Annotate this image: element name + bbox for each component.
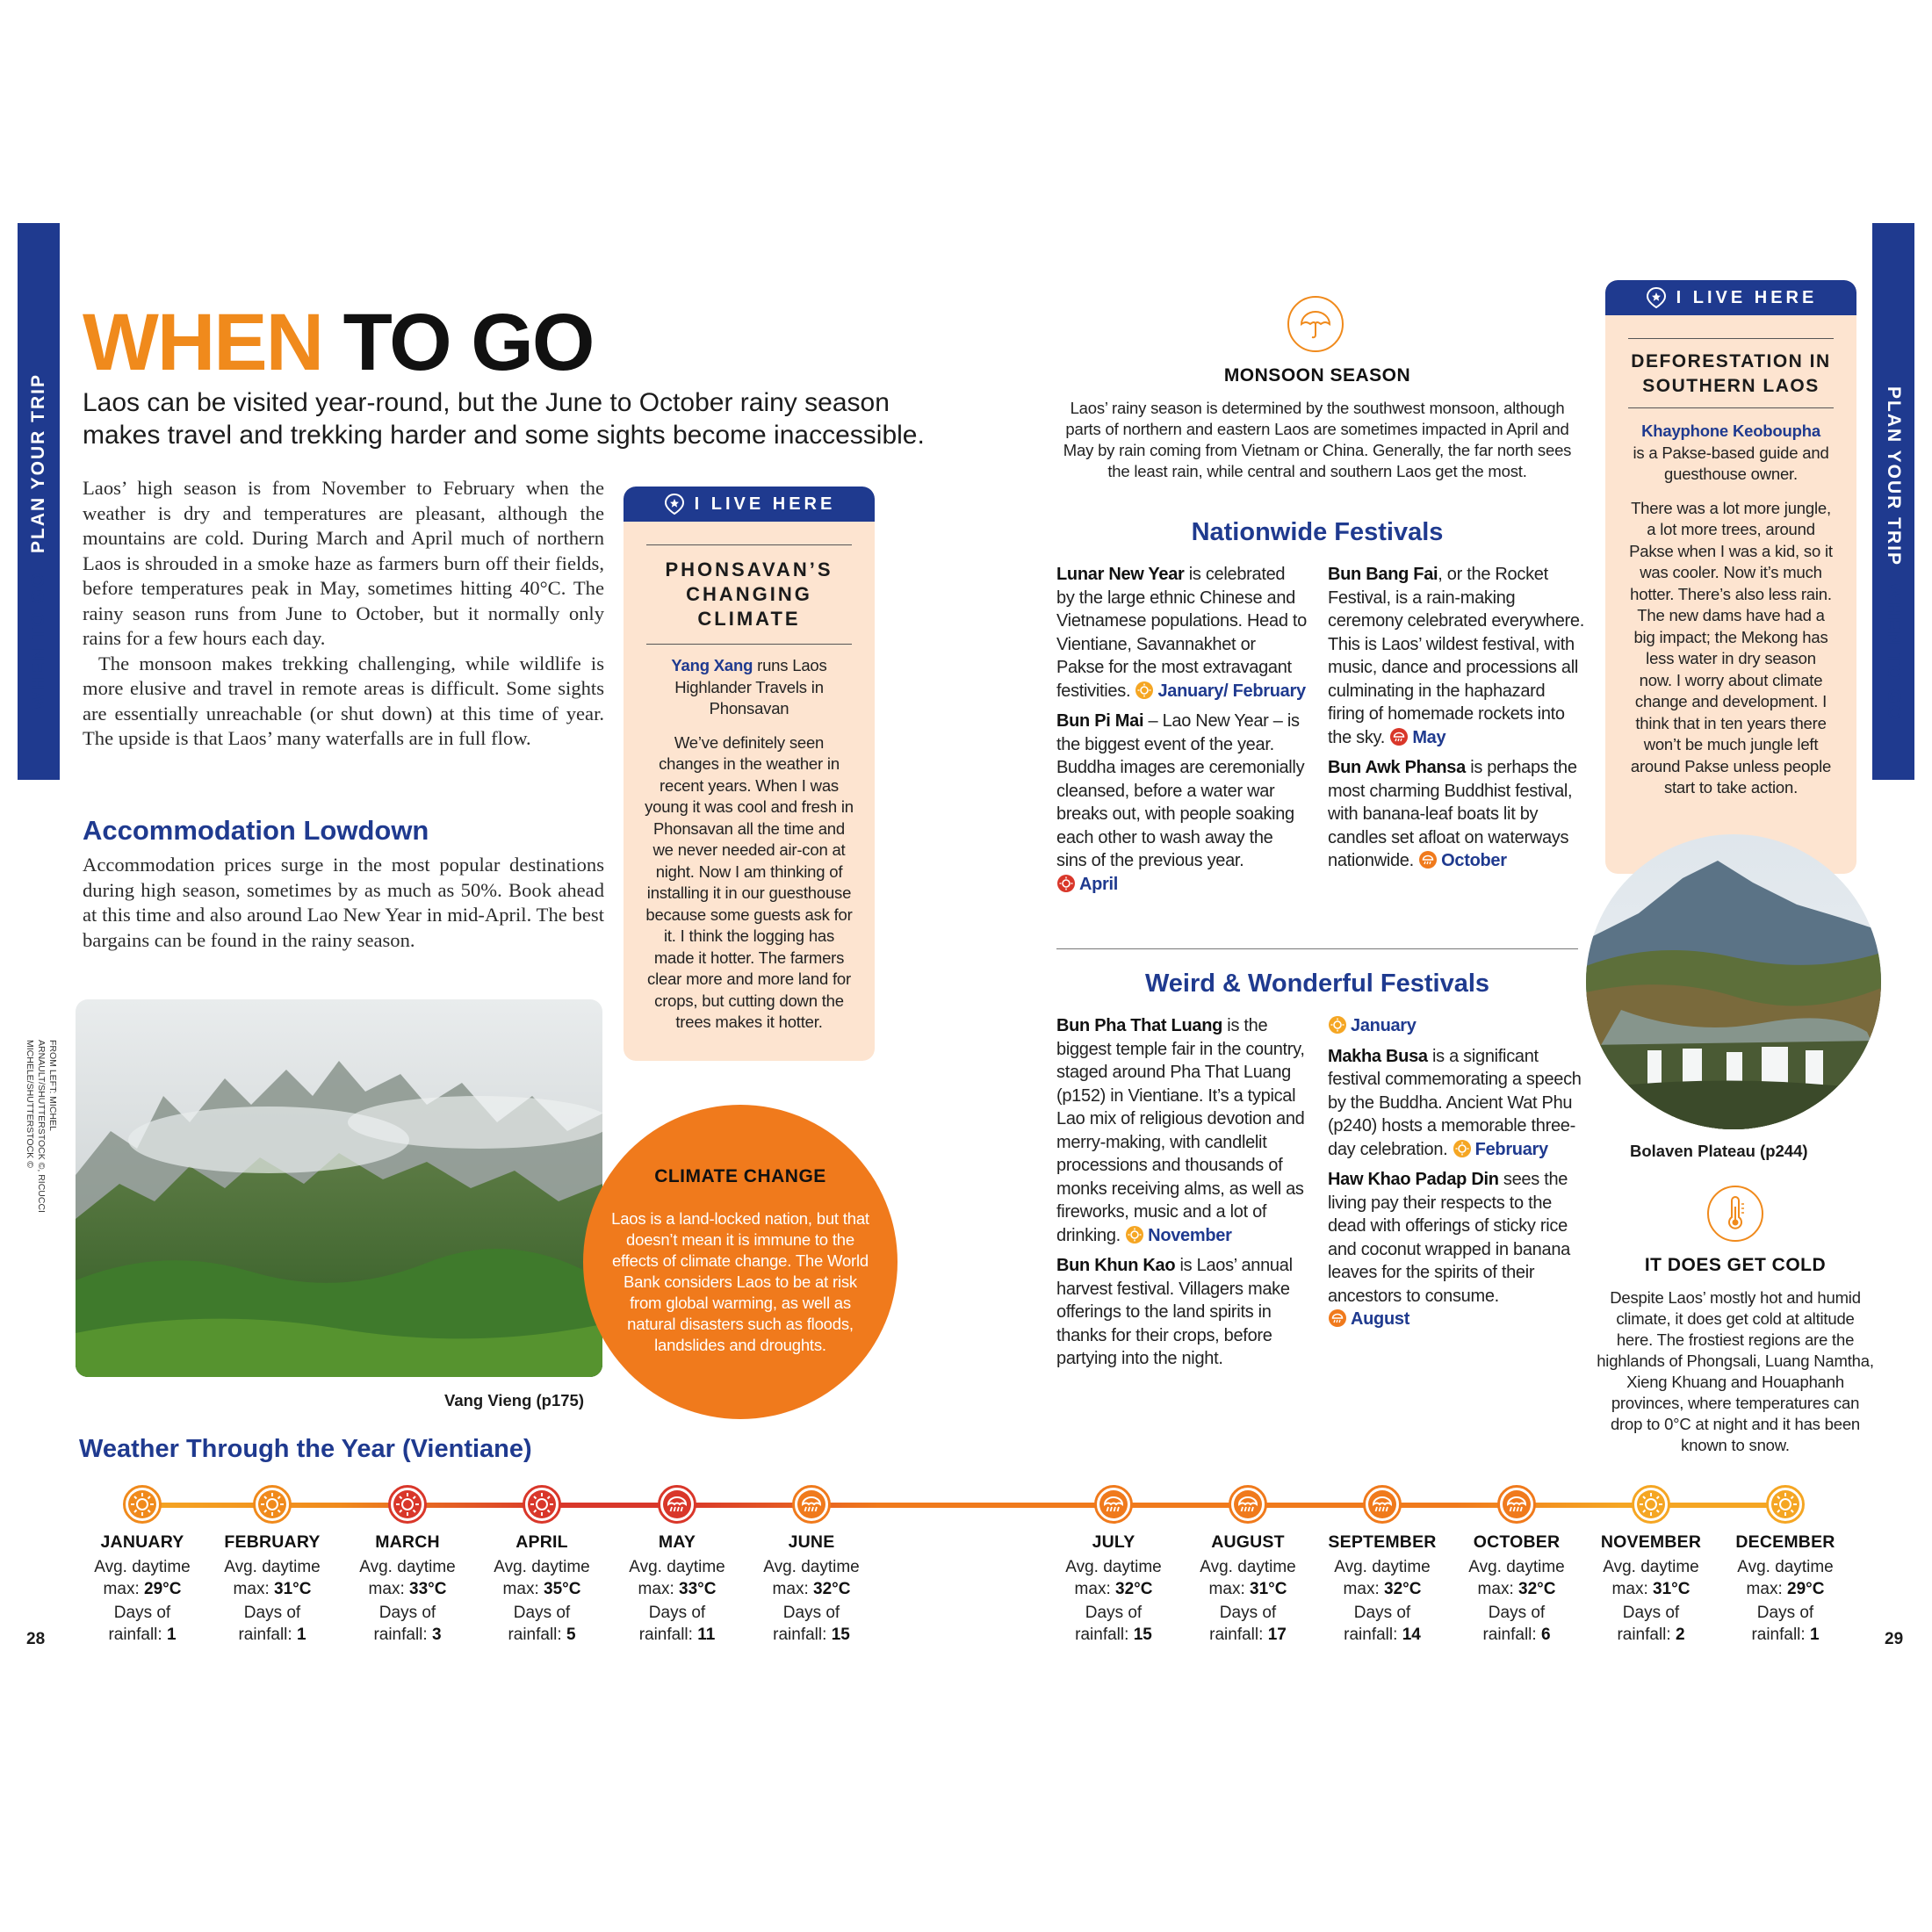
weather-avg-label: Avg. daytime [1200, 1558, 1296, 1576]
rain-icon [662, 1489, 692, 1519]
weather-avg-label: Avg. daytime [1065, 1558, 1162, 1576]
weather-avg-label: Avg. daytime [763, 1558, 860, 1576]
festival-item [1056, 563, 1307, 703]
weather-rain-value: 15 [831, 1626, 850, 1644]
weird-column-left [1056, 1014, 1307, 1371]
weather-max-temp: max: 33°C [638, 1580, 717, 1598]
weather-rain-value: 1 [296, 1626, 306, 1644]
i-live-here-header [1605, 280, 1856, 315]
weather-rain-value: 17 [1267, 1626, 1287, 1644]
weather-rain-value: 14 [1402, 1626, 1421, 1644]
weather-node-february [253, 1485, 292, 1524]
weather-max-temp: max: 32°C [772, 1580, 851, 1598]
weather-rain-value: 15 [1133, 1626, 1152, 1644]
weather-rainfall: rainfall: 1 [238, 1626, 306, 1644]
sun-icon [527, 1489, 557, 1519]
weather-month-name: JANUARY [100, 1532, 184, 1552]
weather-avg-label: Avg. daytime [629, 1558, 725, 1576]
weather-month-column [476, 1532, 608, 1646]
rain-icon [1099, 1489, 1128, 1519]
festival-name: Makha Busa [1328, 1046, 1428, 1066]
side-label-plan-right: PLAN YOUR TRIP [1884, 386, 1904, 566]
festival-item [1328, 1045, 1584, 1162]
festival-name: Bun Awk Phansa [1328, 758, 1466, 777]
weather-node-march [388, 1485, 427, 1524]
festival-month [1135, 681, 1305, 701]
weather-rainfall: rainfall: 6 [1482, 1626, 1551, 1644]
climate-change-circle [583, 1105, 898, 1419]
rain-icon [1502, 1489, 1532, 1519]
weather-month-column [342, 1532, 473, 1646]
intro-paragraph: The monsoon makes trekking challenging, while wildlife is more elusive and travel in remote areas is difficult. Some sights are essentially unreachable (or shut down) at this time of year. The upside is that Laos’ many waterfalls are in full flow. [83, 652, 604, 749]
weather-days-label: Days of [1353, 1604, 1411, 1622]
photo-vang-vieng [76, 999, 602, 1377]
weather-days-label: Days of [113, 1604, 171, 1622]
page-subtitle: Laos can be visited year-round, but the June to October rainy season makes travel and trekking harder and some sights become inaccessible. [83, 388, 925, 450]
weather-max-value: 31°C [1653, 1580, 1690, 1598]
page-title [83, 298, 594, 387]
weather-node-january [123, 1485, 162, 1524]
weather-avg-label: Avg. daytime [94, 1558, 191, 1576]
i-live-here-header [624, 487, 875, 522]
climate-change-title: CLIMATE CHANGE [654, 1166, 826, 1186]
weather-node-july [1094, 1485, 1133, 1524]
climate-change-text: Laos is a land-locked nation, but that doesn’t mean it is immune to the effects of climate change. The World Bank considers Laos to be at risk from global warming, as well as natural disasters such as floods, landslides and droughts. [611, 1209, 869, 1354]
festival-month-label: August [1351, 1309, 1410, 1329]
festival-text: is the biggest temple fair in the country, staged around Pha That Luang (p152) in Vientiane. It’s a typical Lao mix of religious devotion and merry-making, with candlelit processions and thousands of monks receiving alms, as well as fireworks, music and a lot of drinking. [1056, 1016, 1305, 1245]
side-label-plan: PLAN YOUR TRIP [28, 373, 48, 553]
weather-month-name: AUGUST [1211, 1532, 1285, 1552]
festival-text: , or the Rocket Festival, is a rain-making ceremony celebrated everywhere. This is Laos’ wildest festival, with music, dance and processions all culminating in the haphazard firing of homemade rockets into the sky. [1328, 565, 1584, 747]
weather-node-june [792, 1485, 831, 1524]
weather-month-name: JULY [1092, 1532, 1135, 1552]
weather-avg-label: Avg. daytime [359, 1558, 456, 1576]
festival-item [1328, 563, 1584, 749]
weather-avg-label: Avg. daytime [224, 1558, 321, 1576]
weather-max-temp: max: 33°C [368, 1580, 447, 1598]
festival-month [1389, 728, 1445, 747]
location-pin-icon [1645, 286, 1668, 309]
festival-name: Haw Khao Padap Din [1328, 1170, 1499, 1189]
i-live-here-box [1605, 280, 1856, 874]
weather-days-label: Days of [243, 1604, 301, 1622]
weather-max-value: 32°C [813, 1580, 851, 1598]
ilh-title [1605, 350, 1856, 399]
rain-icon [1418, 850, 1438, 869]
weather-max-temp: max: 32°C [1477, 1580, 1556, 1598]
ilh-quote: There was a lot more jungle, a lot more trees, around Pakse when I was a kid, so it was cooler. Now it’s much hotter. There’s also less rain. The new dams have had a big impact; the Mekong has less water in dry season now. I worry about climate change and development. I think that in ten years there won’t be much jungle left around Pakse unless people start to take action. [1629, 498, 1833, 797]
i-live-here-label: I LIVE HERE [694, 494, 836, 514]
festival-name: Bun Pi Mai [1056, 711, 1144, 731]
weather-rain-value: 1 [1809, 1626, 1820, 1644]
weather-max-temp: max: 31°C [233, 1580, 312, 1598]
weather-avg-label: Avg. daytime [494, 1558, 590, 1576]
title-to-go: TO GO [342, 298, 594, 387]
cold-text: Despite Laos’ mostly hot and humid climate, it does get cold at altitude here. The frostiest regions are the highlands of Phongsali, Luang Namtha, Xieng Khuang and Houaphanh provinces, where temperatures can drop to 0°C at night and it has been known to snow. [1597, 1288, 1874, 1454]
weather-rain-value: 3 [431, 1626, 442, 1644]
weather-max-value: 31°C [274, 1580, 312, 1598]
weather-rainfall: rainfall: 11 [638, 1626, 716, 1644]
weather-node-december [1766, 1485, 1805, 1524]
weather-month-column [1182, 1532, 1314, 1646]
weather-days-label: Days of [1488, 1604, 1546, 1622]
festival-item [1056, 1014, 1307, 1247]
weather-rainfall: rainfall: 14 [1344, 1626, 1421, 1644]
weather-max-temp: max: 29°C [103, 1580, 182, 1598]
ilh-person-name: Yang Xang [671, 656, 753, 674]
weather-days-label: Days of [378, 1604, 436, 1622]
bolaven-plateau-image [1586, 834, 1881, 1129]
ilh-quote: We’ve definitely seen changes in the weather in recent years. When I was young it was cool and fresh in Phonsavan all the time and we never needed air-con at night. Now I am thinking of installing it in our guesthouse because some guests ask for it. I think the logging has made it hotter. The farmers clear more and more land for crops, but cutting down the trees makes it hotter. [645, 732, 854, 1031]
nationwide-column-left [1056, 563, 1307, 896]
weather-rainfall: rainfall: 15 [1075, 1626, 1152, 1644]
umbrella-icon [1287, 296, 1344, 352]
ilh-title-line: PHONSAVAN’S [665, 559, 833, 580]
monsoon-text: Laos’ rainy season is determined by the southwest monsoon, although parts of northern and eastern Laos are sometimes impacted in April and May by rain coming from Vietnam or China. Generally, the far north sees the least rain, while central and southern Laos get the most. [1063, 399, 1572, 480]
festival-text: is Laos’ annual harvest festival. Villagers make offerings to the land spirits in thanks for their crops, before partying into the night. [1056, 1256, 1293, 1368]
festival-item [1056, 1254, 1307, 1371]
weather-heading: Weather Through the Year (Vientiane) [79, 1435, 532, 1463]
photo-caption-vang-vieng: Vang Vieng (p175) [444, 1391, 585, 1409]
weather-max-value: 29°C [1787, 1580, 1825, 1598]
weather-days-label: Days of [648, 1604, 706, 1622]
ilh-bio-text: runs Laos Highlander Travels in Phonsavan [674, 656, 827, 717]
weather-month-column [1316, 1532, 1448, 1646]
weather-avg-label: Avg. daytime [1334, 1558, 1431, 1576]
photo-bolaven-plateau [1586, 834, 1881, 1129]
weather-max-value: 33°C [679, 1580, 717, 1598]
cold-title: IT DOES GET COLD [1644, 1255, 1827, 1275]
weather-max-value: 33°C [409, 1580, 447, 1598]
festival-month [1453, 1140, 1548, 1159]
weather-month-name: SEPTEMBER [1328, 1532, 1437, 1552]
festival-month-label: October [1441, 851, 1507, 870]
weather-month-column [206, 1532, 338, 1646]
weather-rainfall: rainfall: 1 [108, 1626, 177, 1644]
page-number-left: 28 [26, 1630, 46, 1648]
weird-column-right [1328, 1014, 1584, 1331]
festival-name: Bun Pha That Luang [1056, 1016, 1223, 1035]
weather-days-label: Days of [1085, 1604, 1143, 1622]
photo-caption-bolaven: Bolaven Plateau (p244) [1630, 1142, 1808, 1160]
weather-max-temp: max: 32°C [1343, 1580, 1422, 1598]
weather-node-may [658, 1485, 696, 1524]
ilh-title-line: CLIMATE [697, 608, 801, 630]
festival-month [1418, 851, 1507, 870]
sun-icon [1636, 1489, 1666, 1519]
festival-month-label: November [1148, 1225, 1232, 1245]
side-label-section: WHEN TO GO [28, 571, 48, 710]
ilh-person-name: Khayphone Keoboupha [1641, 422, 1820, 440]
festival-month-label: April [1079, 874, 1119, 894]
thermometer-icon [1707, 1186, 1763, 1242]
weird-festivals-heading: Weird & Wonderful Festivals [1144, 970, 1490, 998]
weather-avg-label: Avg. daytime [1737, 1558, 1834, 1576]
weather-max-temp: max: 35°C [502, 1580, 581, 1598]
weather-rainfall: rainfall: 1 [1751, 1626, 1820, 1644]
festival-month [1125, 1226, 1231, 1245]
weather-node-april [523, 1485, 561, 1524]
festival-item [1328, 756, 1584, 873]
weather-month-column [1719, 1532, 1851, 1646]
festival-month-label: January/ February [1157, 681, 1306, 701]
vang-vieng-image [76, 999, 602, 1377]
ilh-bio-text: is a Pakse-based guide and guesthouse owner. [1633, 443, 1829, 483]
weather-rainfall: rainfall: 15 [773, 1626, 850, 1644]
weather-rain-value: 1 [166, 1626, 177, 1644]
weather-avg-label: Avg. daytime [1468, 1558, 1565, 1576]
weather-month-name: JUNE [788, 1532, 835, 1552]
weather-rainfall: rainfall: 3 [373, 1626, 442, 1644]
ilh-title-line: DEFORESTATION IN [1631, 351, 1831, 371]
weather-rainfall: rainfall: 17 [1209, 1626, 1287, 1644]
festival-text: sees the living pay their respects to the dead with offerings of sticky rice and coconut wrapped in banana leaves for the spirits of their ancestors to consume. [1328, 1170, 1570, 1306]
sun-icon [127, 1489, 157, 1519]
weather-days-label: Days of [513, 1604, 571, 1622]
sun-icon [1125, 1225, 1144, 1244]
weather-month-column [76, 1532, 208, 1646]
festival-month [1056, 875, 1118, 894]
weather-max-value: 35°C [544, 1580, 581, 1598]
weather-month-name: MAY [658, 1532, 696, 1552]
weather-month-name: MARCH [375, 1532, 440, 1552]
page-number-right: 29 [1885, 1630, 1904, 1648]
weather-days-label: Days of [782, 1604, 840, 1622]
ilh-title [624, 558, 875, 631]
festival-text: is a significant festival commemorating a speech by the Buddha. Ancient Wat Phu (p240) hosts a memorable three-day celebration. [1328, 1046, 1582, 1159]
festival-month-label: May [1412, 727, 1446, 747]
title-when: WHEN [83, 298, 323, 387]
rain-icon [1389, 727, 1409, 746]
ilh-title-line: SOUTHERN LAOS [1642, 376, 1820, 396]
accommodation-text: Accommodation prices surge in the most popular destinations during high season, sometimes by as much as 50%. Book ahead at this time and also around Lao New Year in mid-April. The best bargains can be found in the rainy season. [83, 854, 604, 951]
sun-icon [393, 1489, 422, 1519]
festival-month [1328, 1016, 1417, 1035]
festival-name: Bun Bang Fai [1328, 565, 1438, 584]
intro-paragraph: Laos’ high season is from November to February when the weather is dry and temperatures are pleasant, although the mountains are cold. During March and April much of northern Laos is shrouded in a smoke haze as farmers burn off their fields, before temperatures peak in May, sometimes hitting 40°C. The rainy season runs from June to October, but it normally only rains for a few hours each day. [83, 477, 604, 649]
festival-text: is perhaps the most charming Buddhist festival, with banana-leaf boats lit by candles set afloat on waterways nationwide. [1328, 758, 1577, 870]
weather-month-name: OCTOBER [1473, 1532, 1561, 1552]
location-pin-icon [663, 493, 686, 515]
weather-month-column [611, 1532, 743, 1646]
weather-rain-value: 11 [697, 1626, 716, 1644]
sun-icon [1056, 874, 1076, 893]
weather-month-column [1451, 1532, 1582, 1646]
weather-max-value: 32°C [1518, 1580, 1556, 1598]
i-live-here-box [624, 487, 875, 1061]
weather-avg-label: Avg. daytime [1603, 1558, 1699, 1576]
ilh-title-line: CHANGING [686, 583, 812, 605]
weather-node-october [1497, 1485, 1536, 1524]
sun-icon [1453, 1139, 1472, 1158]
weather-node-november [1632, 1485, 1670, 1524]
festival-month [1328, 1309, 1409, 1329]
sun-icon [257, 1489, 287, 1519]
sun-icon [1328, 1015, 1347, 1034]
photo-credit: FROM LEFT: MICHEL ARNAULT/SHUTTERSTOCK ©, RICUCCI MICHELE/SHUTTERSTOCK © [25, 1040, 58, 1213]
weather-days-label: Days of [1756, 1604, 1814, 1622]
weather-month-column [1585, 1532, 1717, 1646]
festival-name: Lunar New Year [1056, 565, 1185, 584]
festival-item [1056, 710, 1307, 896]
weather-max-temp: max: 31°C [1611, 1580, 1690, 1598]
weather-days-label: Days of [1219, 1604, 1277, 1622]
sun-icon [1135, 681, 1154, 700]
weather-max-temp: max: 29°C [1746, 1580, 1825, 1598]
weather-max-temp: max: 32°C [1074, 1580, 1153, 1598]
rain-icon [1233, 1489, 1263, 1519]
rain-icon [1328, 1308, 1347, 1328]
rain-icon [797, 1489, 826, 1519]
weather-month-name: FEBRUARY [224, 1532, 321, 1552]
weather-max-value: 29°C [144, 1580, 182, 1598]
weather-rain-value: 2 [1675, 1626, 1685, 1644]
festival-month-label: January [1351, 1016, 1417, 1035]
section-divider [1056, 948, 1578, 949]
weather-days-label: Days of [1622, 1604, 1680, 1622]
weather-node-september [1363, 1485, 1402, 1524]
intro-text [83, 476, 604, 752]
nationwide-festivals-heading: Nationwide Festivals [1191, 518, 1444, 546]
i-live-here-label: I LIVE HERE [1676, 287, 1818, 307]
side-label-section-right: WHEN TO GO [1884, 583, 1904, 722]
weather-max-value: 32°C [1115, 1580, 1153, 1598]
weather-rain-value: 6 [1540, 1626, 1551, 1644]
weather-max-temp: max: 31°C [1208, 1580, 1287, 1598]
ilh-bio [664, 655, 834, 720]
weather-month-column [746, 1532, 877, 1646]
weather-rain-value: 5 [566, 1626, 576, 1644]
weather-month-column [1048, 1532, 1179, 1646]
monsoon-title: MONSOON SEASON [1223, 365, 1411, 386]
weather-month-name: DECEMBER [1735, 1532, 1835, 1552]
weather-max-value: 32°C [1384, 1580, 1422, 1598]
festival-text: – Lao New Year – is the biggest event of the year. Buddha images are ceremonially cleansed, before a water war breaks out, with people soaking each other to wash away the sins of the previous year. [1056, 711, 1305, 870]
ilh-bio [1630, 421, 1832, 486]
festival-month-label: February [1474, 1139, 1548, 1159]
weather-max-value: 31°C [1250, 1580, 1287, 1598]
sun-icon [1770, 1489, 1800, 1519]
weather-month-name: NOVEMBER [1600, 1532, 1702, 1552]
festival-name: Bun Khun Kao [1056, 1256, 1176, 1275]
weather-month-name: APRIL [515, 1532, 568, 1552]
weather-node-august [1229, 1485, 1267, 1524]
rain-icon [1367, 1489, 1397, 1519]
weather-rainfall: rainfall: 5 [508, 1626, 576, 1644]
weather-rainfall: rainfall: 2 [1617, 1626, 1685, 1644]
festival-item [1328, 1168, 1584, 1331]
festival-item [1328, 1014, 1584, 1038]
accommodation-heading: Accommodation Lowdown [83, 815, 429, 846]
festival-text: is celebrated by the large ethnic Chinese and Vietnamese populations. Head to Vientiane, Savannakhet or Pakse for the most extravagant festivities. [1056, 565, 1307, 701]
nationwide-column-right [1328, 563, 1584, 873]
